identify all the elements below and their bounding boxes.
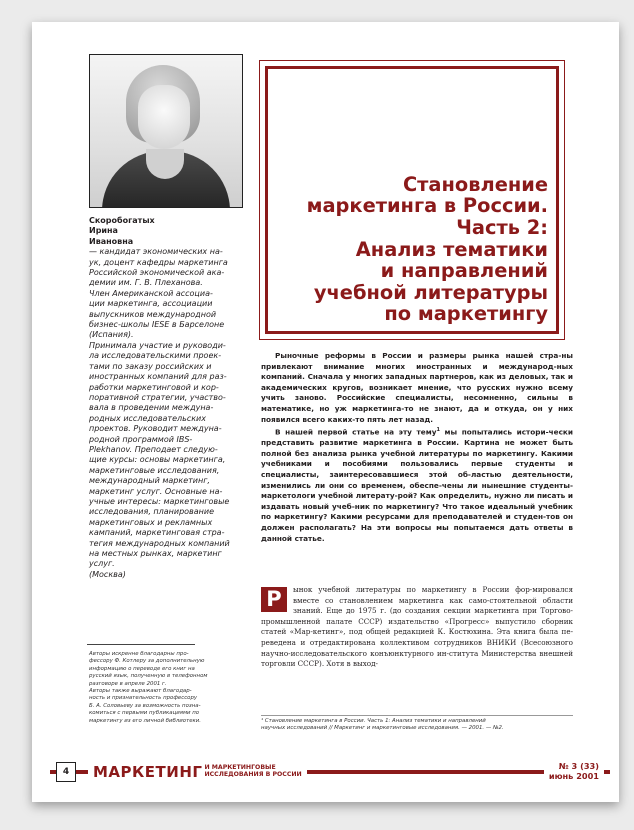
author-bio bbox=[89, 216, 271, 580]
body-paragraph: ынок учебной литературы по маркетингу в России фор-мировался вместе со становлением маркетинга как само-стоятельной области знаний. Еще до 1975 г. (до создания секции маркетинга при Торгово-промышленной палате СССР) издательство «Прогресс» выпустило сборник статей «Мар-кетинг», под общей редакцией К. Костюхина. Эта книга была пе-реведена и отредактирована коллективом сотрудников ВНИКИ (Всесоюзного научно-исследовательского конъюнктурного ин-ститута Министерства внешней торговли СССР). Хотя в выход- bbox=[261, 585, 573, 669]
lead-paragraphs bbox=[261, 351, 573, 544]
author-description: — кандидат экономических на- ук, доцент кафедры маркетинга Российской экономической ака- демии им. Г. В. Плеханова. Член Американской ассоциа- ции маркетинга, ассоциации выпускников международной бизнес-школы IESE в Барселоне (Испания). Принимала участие и руководи- ла исследовательскими проек- тами по заказу российских и иностранных компаний для раз- работки маркетинговой и кор- поративной стратегии, участво- вала в проведении междуна- родных исследовательских проектов. Руководит междуна- родной программой IBS- Plekhanov. Преподает следую- щие курсы: основы маркетинга, маркетинговые исследования, международный маркетинг, маркетинг услуг. Основные на- учные интересы: маркетинговые исследования, планирование маркетинговых и рекламных кампаний, маркетинговая стра- тегия международных компаний на местных рынках, маркетинг услуг. bbox=[89, 247, 230, 569]
brand-sub: И МАРКЕТИНГОВЫЕ ИССЛЕДОВАНИЯ В РОССИИ bbox=[204, 764, 302, 778]
lead-paragraph-1: Рыночные реформы в России и размеры рынка нашей стра-ны привлекают внимание многих иностранных и международ-ных компаний. Сначала у многих западных партнеров, как из деловых, так и академических кругов, возникает мнение, что русских нужно всему учить заново. Российские специалисты, несомненно, сильны в математике, но уж маркетинга-то не знают, да и откуда, он у них появился всего каких-то пять лет назад. bbox=[261, 351, 573, 424]
drop-cap: Р bbox=[261, 587, 287, 612]
magazine-page bbox=[32, 22, 619, 802]
footnote: ¹ Становление маркетинга в России. Часть 1: Анализ тематики и направлений научных исследований // Маркетинг и маркетинговые исследования. — 2001. — №2. bbox=[261, 718, 573, 732]
issue-date: июнь 2001 bbox=[548, 771, 599, 781]
lead-paragraph-2: В нашей первой статье на эту тему$^1$ мы попытались истори-чески представить развитие маркетинга в России. Картина не может быть полной без анализа рынка учебной литературы по маркетингу. Какими учебниками и пособиями пользовались первые студенты и специалисты, заинтересовавшиеся этой об-ластью деятельности, изменились ли они со временем, обеспе-чены ли нынешние студенты-маркетологи учебной литерату-рой? Как определить, нужно ли писать и издавать новый учеб-ник по маркетингу? Что такое идеальный учебник по маркетингу? Какими ресурсами для преподавателей и студен-тов он должен располагать? На эти вопросы мы попытаемся дать ответы в данной статье. bbox=[261, 427, 573, 543]
title-frame bbox=[259, 60, 565, 340]
footnote-ref[interactable]: 1 bbox=[436, 427, 440, 434]
author-photo bbox=[89, 54, 243, 208]
acknowledgement-note: Авторы искренне благодарны про- фессору Ф. Котлеру за дополнительную информацию о переводе его книг на русский язык, полученную в телефонном разговоре в апреле 2001 г. Авторы также выражают благодар- ность и признательность профессору Б. А. Соловьеву за возможность позна- комиться с первыми публикациями по маркетингу из его личной библиотеки. bbox=[89, 651, 257, 725]
issue-number: № 3 (33) bbox=[558, 761, 599, 771]
article-title: Становление маркетинга в России. Часть 2: Анализ тематики и направлений учебной литературы по маркетингу bbox=[306, 172, 548, 326]
article-body bbox=[261, 585, 573, 670]
author-city: (Москва) bbox=[89, 569, 126, 579]
page-footer bbox=[50, 761, 610, 783]
magazine-brand bbox=[88, 761, 307, 783]
issue-info bbox=[544, 761, 604, 781]
brand-main: МАРКЕТИНГ bbox=[93, 763, 203, 781]
author-name: Скоробогатых Ирина Ивановна bbox=[89, 216, 155, 246]
page-number: 4 bbox=[56, 762, 76, 782]
